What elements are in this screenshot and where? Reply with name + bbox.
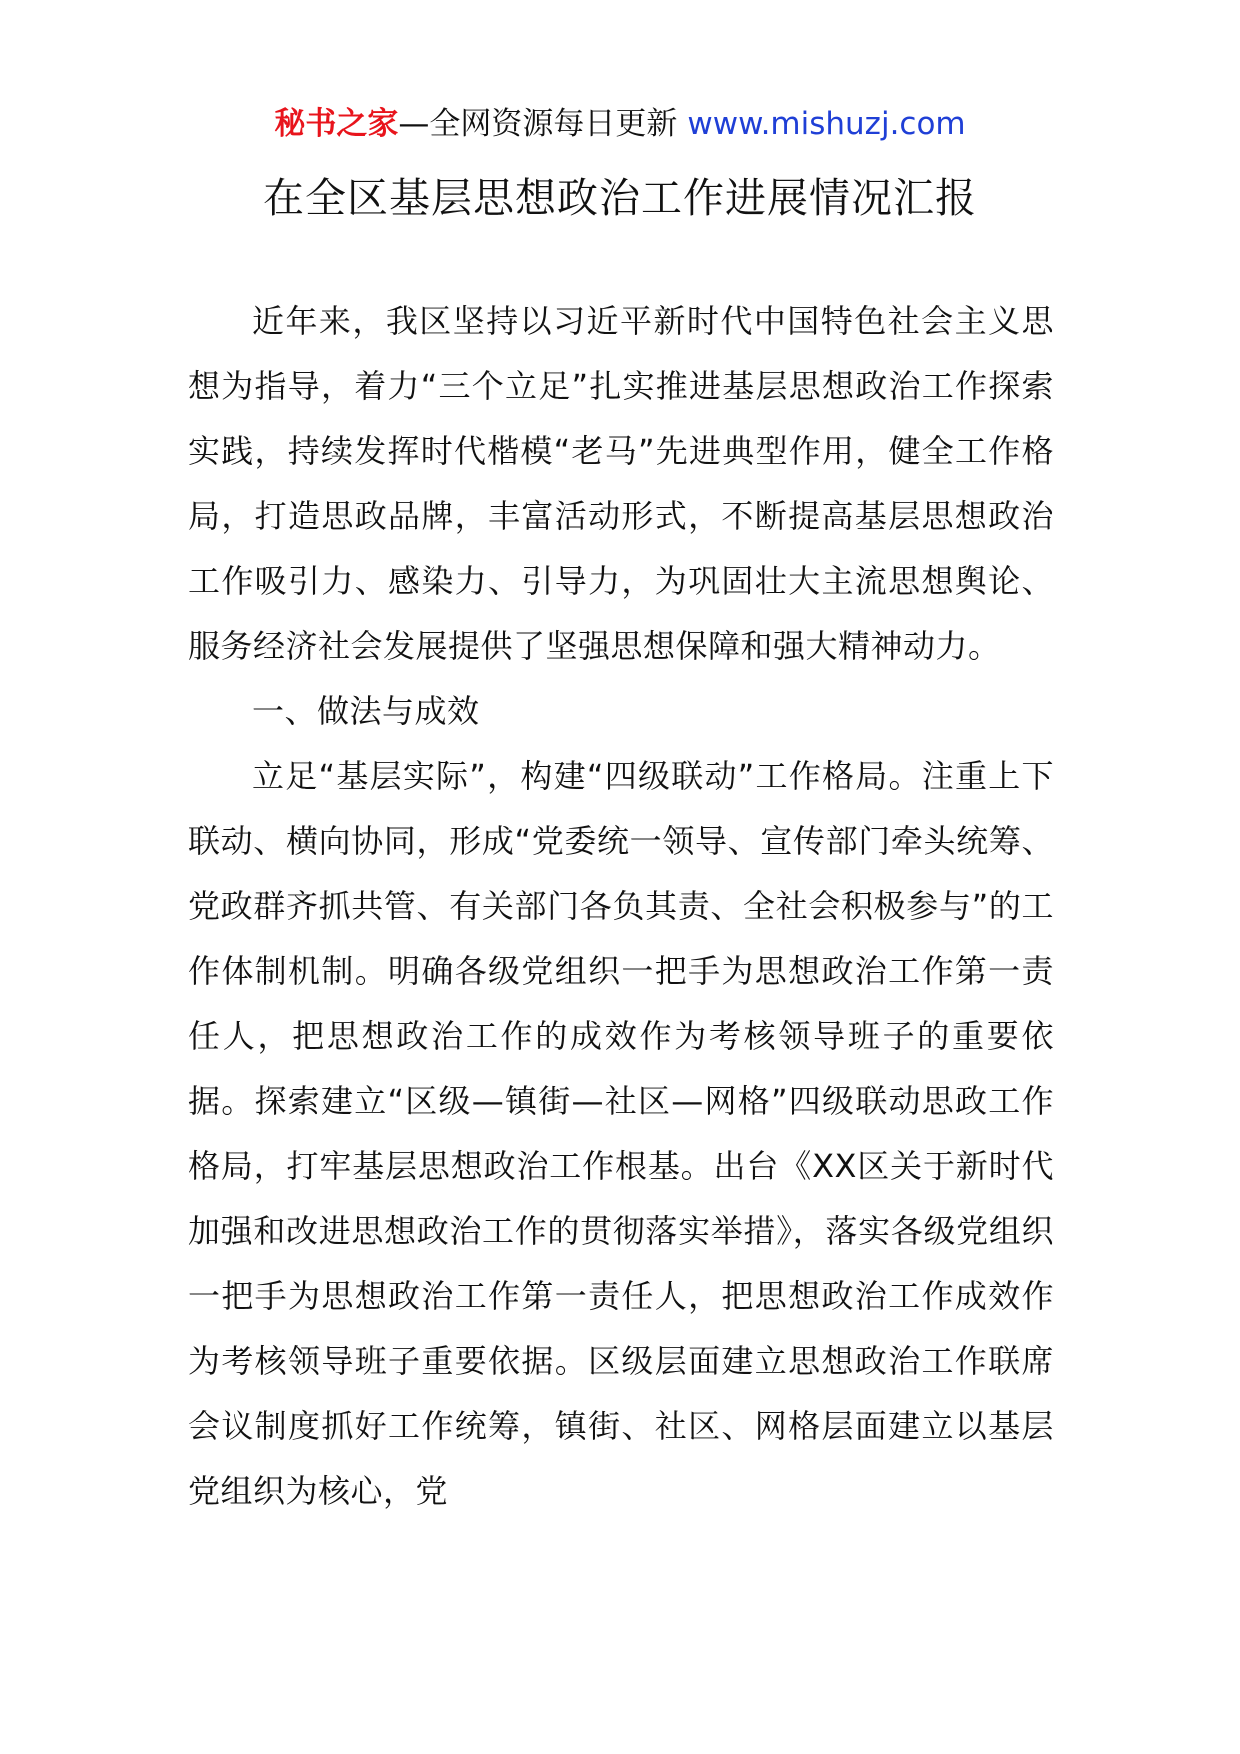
site-url[interactable]: www.mishuzj.com xyxy=(687,106,966,142)
document-title: 在全区基层思想政治工作进展情况汇报 xyxy=(263,174,977,222)
section-heading: 一、做法与成效 xyxy=(252,692,480,730)
document-body xyxy=(188,289,1054,1524)
brand-name: 秘书之家 xyxy=(274,106,399,142)
banner-tagline: —全网资源每日更新 xyxy=(398,106,678,142)
section-paragraph: 立足“基层实际”，构建“四级联动”工作格局。注重上下联动、横向协同，形成“党委统一领导、宣传部门牵头统筹、党政群齐抓共管、有关部门各负其责、全社会积极参与”的工作体制机制。明确各级党组织一把手为思想政治工作第一责任人，把思想政治工作的成效作为考核领导班子的重要依据。探索建立“区级—镇街—社区—网格”四级联动思政工作格局，打牢基层思想政治工作根基。出台《XX区关于新时代加强和改进思想政治工作的贯彻落实举措》，落实各级党组织一把手为思想政治工作第一责任人，把思想政治工作成效作为考核领导班子重要依据。区级层面建立思想政治工作联席会议制度抓好工作统筹，镇街、社区、网格层面建立以基层党组织为核心，党 xyxy=(188,757,1054,1510)
site-banner xyxy=(0,102,1240,146)
intro-paragraph: 近年来，我区坚持以习近平新时代中国特色社会主义思想为指导，着力“三个立足”扎实推进基层思想政治工作探索实践，持续发挥时代楷模“老马”先进典型作用，健全工作格局，打造思政品牌，丰富活动形式，不断提高基层思想政治工作吸引力、感染力、引导力，为巩固壮大主流思想舆论、服务经济社会发展提供了坚强思想保障和强大精神动力。 xyxy=(188,302,1054,665)
